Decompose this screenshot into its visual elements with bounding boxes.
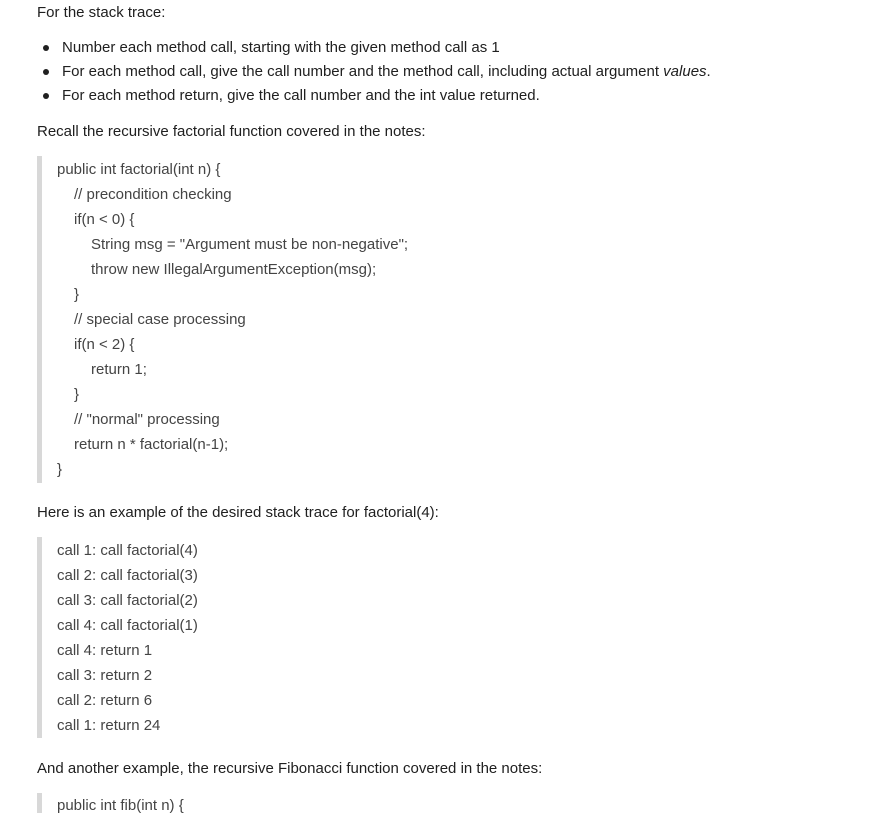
- recall-text: Recall the recursive factorial function covered in the notes:: [37, 123, 426, 140]
- code-line: if(n < 0) {: [74, 211, 135, 228]
- bullet-icon: [43, 45, 49, 51]
- list-item-tail: .: [706, 63, 711, 80]
- list-item-text: For each method return, give the call number and the int value returned.: [62, 87, 540, 104]
- trace-line: call 3: return 2: [57, 667, 153, 684]
- code-line: // precondition checking: [74, 186, 232, 203]
- bullet-icon: [43, 69, 49, 75]
- fibonacci-code-block: [37, 793, 184, 813]
- code-line: }: [74, 386, 80, 403]
- instruction-list: [37, 36, 711, 108]
- stack-trace-block: [37, 537, 198, 738]
- list-item: [37, 36, 711, 60]
- factorial-code-block: [37, 156, 408, 483]
- code-line: public int fib(int n) {: [57, 797, 184, 814]
- code-line: public int factorial(int n) {: [57, 161, 221, 178]
- list-item-text: For each method call, give the call number and the method call, including actual argument: [62, 63, 664, 80]
- fibonacci-text: And another example, the recursive Fibonacci function covered in the notes:: [37, 760, 543, 777]
- code-line: }: [57, 461, 63, 478]
- example-text: Here is an example of the desired stack trace for factorial(4):: [37, 504, 439, 521]
- code-line: String msg = "Argument must be non-negative";: [91, 236, 409, 253]
- list-item: [37, 84, 711, 108]
- list-item-text: Number each method call, starting with the given method call as 1: [62, 39, 500, 56]
- code-line: throw new IllegalArgumentException(msg);: [91, 261, 377, 278]
- trace-line: call 4: return 1: [57, 642, 153, 659]
- list-item: [37, 60, 711, 84]
- trace-line: call 4: call factorial(1): [57, 617, 198, 634]
- trace-line: call 3: call factorial(2): [57, 592, 198, 609]
- code-line: // special case processing: [74, 311, 246, 328]
- emphasis-text: values: [663, 63, 707, 80]
- bullet-icon: [43, 93, 49, 99]
- code-line: }: [74, 286, 80, 303]
- code-line: // "normal" processing: [74, 411, 220, 428]
- trace-line: call 2: return 6: [57, 692, 153, 709]
- trace-line: call 1: call factorial(4): [57, 542, 198, 559]
- trace-line: call 2: call factorial(3): [57, 567, 198, 584]
- intro-text: For the stack trace:: [37, 4, 166, 21]
- code-line: return n * factorial(n-1);: [74, 436, 229, 453]
- code-line: return 1;: [91, 361, 147, 378]
- trace-line: call 1: return 24: [57, 717, 161, 734]
- code-line: if(n < 2) {: [74, 336, 135, 353]
